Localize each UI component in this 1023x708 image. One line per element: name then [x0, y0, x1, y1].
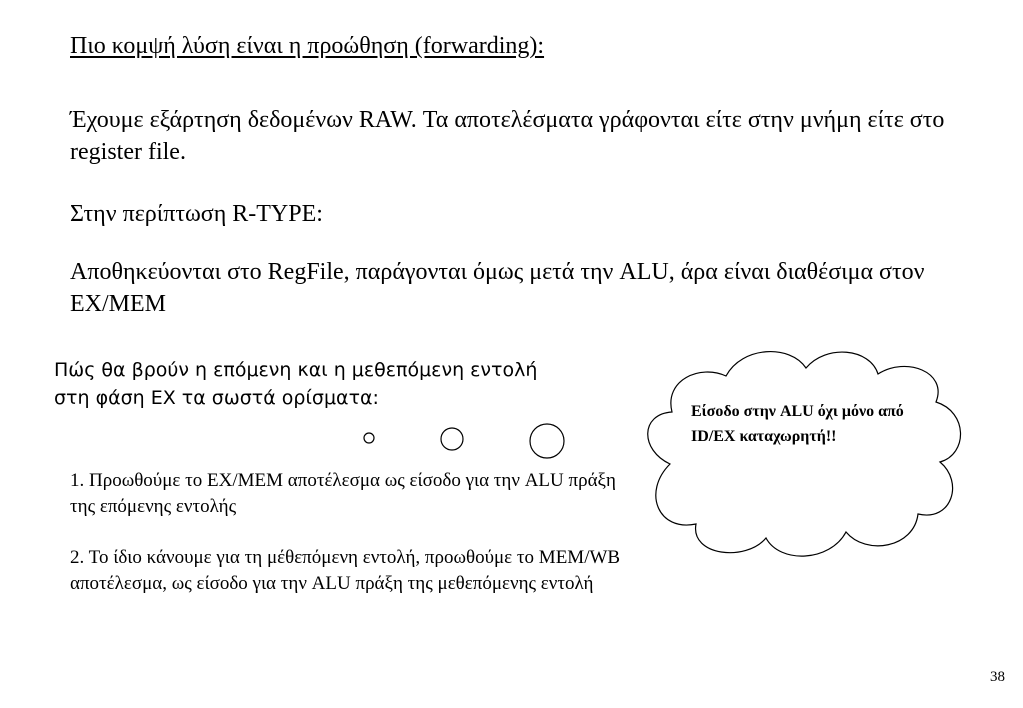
- slide-title: Πιο κομψή λύση είναι η προώθηση (forwarding):: [70, 33, 545, 59]
- cloud-callout-text: Είσοδο στην ALU όχι μόνο από ID/EX καταχωρητή!!: [691, 403, 904, 445]
- thought-bubble-large: [530, 424, 564, 458]
- page-number: 38: [990, 669, 1005, 685]
- list-item-step-1: 1. Προωθούμε το EX/MEM αποτέλεσμα ως είσοδο για την ALU πράξη της επόμενης εντολής: [70, 470, 616, 517]
- thought-cloud-shape: [630, 342, 975, 567]
- thought-bubbles: [355, 418, 585, 468]
- thought-bubble-medium: [441, 428, 463, 450]
- list-item-step-2: 2. Το ίδιο κάνουμε για τη μέθεπόμενη εντολή, προωθούμε το MEM/WB αποτέλεσμα, ως είσοδο για την ALU πράξη της μεθεπόμενης εντολή: [70, 547, 621, 594]
- question-text: Πώς θα βρούν η επόμενη και η μεθεπόμενη εντολή στη φάση EX τα σωστά ορίσματα:: [54, 359, 538, 409]
- paragraph-regfile: Αποθηκεύονται στο RegFile, παράγονται όμως μετά την ALU, άρα είναι διαθέσιμα στον EX/MEM: [70, 259, 925, 317]
- thought-bubble-small: [364, 433, 374, 443]
- paragraph-r-type: Στην περίπτωση R-TYPE:: [70, 201, 323, 227]
- paragraph-raw-dependency: Έχουμε εξάρτηση δεδομένων RAW. Τα αποτελέσματα γράφονται είτε στην μνήμη είτε στο register file.: [70, 107, 945, 165]
